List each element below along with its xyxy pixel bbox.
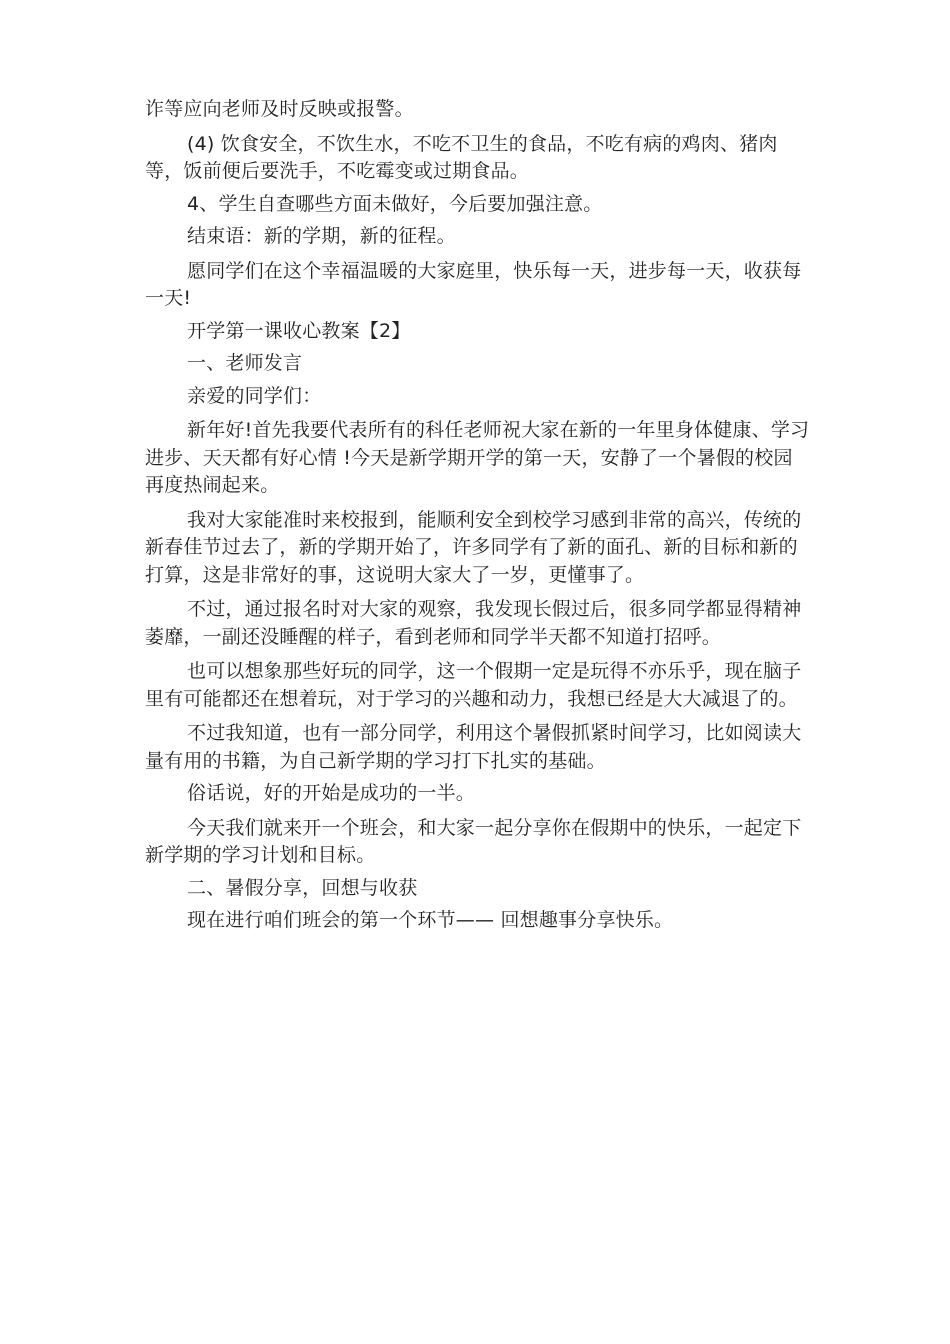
section-heading-summer-sharing: 二、暑假分享，回想与收获 bbox=[187, 876, 418, 899]
paragraph-first-segment: 现在进行咱们班会的第一个环节—— 回想趣事分享快乐。 bbox=[187, 909, 674, 931]
paragraph-self-check: 4、学生自查哪些方面未做好，今后要加强注意。 bbox=[187, 192, 603, 215]
paragraph-class-meeting: 今天我们就来开一个班会，和大家一起分享你在假期中的快乐，一起定下新学期的学习计划和目标。 bbox=[145, 816, 802, 866]
paragraph-observation: 不过，通过报名时对大家的观察，我发现长假过后，很多同学都显得精神萎靡，一副还没睡醒的样子，看到老师和同学半天都不知道打招呼。 bbox=[145, 598, 802, 648]
paragraph-continuation: 诈等应向老师及时反映或报警。 bbox=[145, 98, 414, 120]
paragraph-food-safety: (4) 饮食安全，不饮生水，不吃不卫生的食品，不吃有病的鸡肉、猪肉等，饭前便后要洗手，不吃霉变或过期食品。 bbox=[145, 132, 778, 182]
section-heading-lesson-plan-2: 开学第一课收心教案【2】 bbox=[187, 319, 411, 342]
paragraph-diligent-students: 不过我知道，也有一部分同学，利用这个暑假抓紧时间学习，比如阅读大量有用的书籍，为自己新学期的学习打下扎实的基础。 bbox=[145, 722, 802, 772]
paragraph-wishes: 愿同学们在这个幸福温暖的大家庭里，快乐每一天，进步每一天，收获每一天! bbox=[145, 259, 802, 309]
paragraph-new-year-greeting: 新年好!首先我要代表所有的科任老师祝大家在新的一年里身体健康、学习进步、天天都有好心情 !今天是新学期开学的第一天，安静了一个暑假的校园再度热闹起来。 bbox=[145, 419, 810, 496]
paragraph-playful-students: 也可以想象那些好玩的同学，这一个假期一定是玩得不亦乐乎，现在脑子里有可能都还在想着玩，对于学习的兴趣和动力，我想已经是大大减退了的。 bbox=[145, 660, 802, 710]
paragraph-proverb: 俗话说，好的开始是成功的一半。 bbox=[187, 782, 476, 804]
section-heading-teacher-speech: 一、老师发言 bbox=[187, 352, 303, 374]
paragraph-closing-remark: 结束语：新的学期，新的征程。 bbox=[187, 225, 456, 247]
paragraph-salutation: 亲爱的同学们： bbox=[187, 384, 322, 407]
paragraph-arrival: 我对大家能准时来校报到，能顺利安全到校学习感到非常的高兴，传统的新春佳节过去了，新的学期开始了，许多同学有了新的面孔、新的目标和新的打算，这是非常好的事，这说明大家大了一岁，更懂事了。 bbox=[145, 508, 802, 586]
document-page bbox=[145, 96, 810, 935]
